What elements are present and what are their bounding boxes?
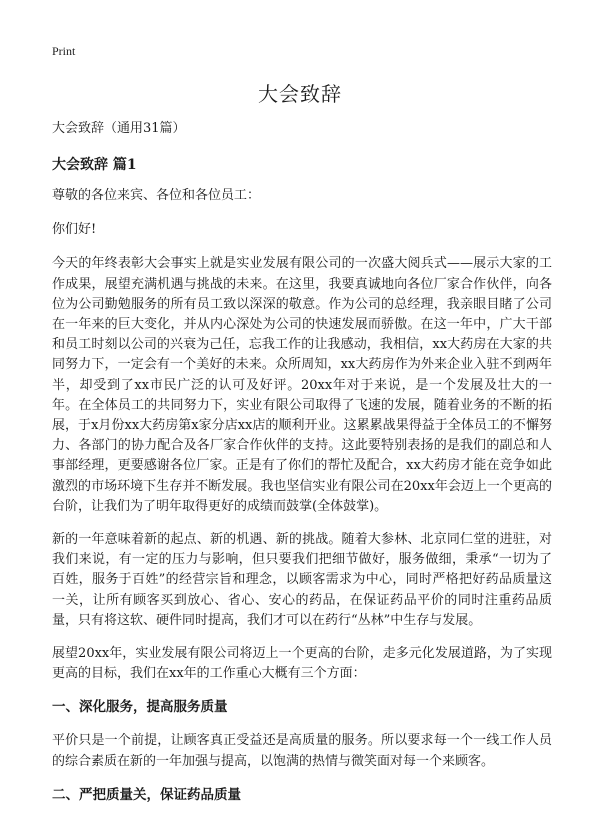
salutation: 尊敬的各位来宾、各位和各位员工： bbox=[52, 188, 261, 203]
greeting: 你们好! bbox=[52, 222, 97, 238]
sub-section-text: 平价只是一个前提，让顾客真正受益还是高质量的服务。所以要求每一个一线工作人员的综合素质在新的一年加强与提高，以饱满的热情与微笑面对每一个来顾客。 bbox=[52, 733, 552, 769]
document-body bbox=[52, 120, 552, 819]
paragraph: 今天的年终表彰大会事实上就是实业发展有限公司的一次盛大阅兵式——展示大家的工作成果，展望充满机遇与挑战的未来。在这里，我要真诚地向各位厂家合作伙伴，向各位为公司勤勉服务的所有员工致以深深的敬意。作为公司的总经理，我亲眼目睹了公司在一年来的巨大变化，并从内心深处为公司的快速发展而骄傲。在这一年中，广大干部和员工时刻以公司的兴衰为己任，忘我工作的让我感动，我相信，xx大药房在大家的共同努力下，一定会有一个美好的未来。众所周知，xx大药房作为外来企业入驻不到两年半，却受到了xx市民广泛的认可及好评。20xx年对于来说，是一个发展及壮大的一年。在全体员工的共同努力下，实业有限公司取得了飞速的发展，随着业务的不断的拓展，于x月份xx大药房第x家分店xx店的顺利开业。这累累战果得益于全体员工的不懈努力、各部门的协力配合及各厂家合作伙伴的支持。这此要特别表扬的是我们的副总和人事部经理，更要感谢各位厂家。正是有了你们的帮忙及配合，xx大药房才能在竞争如此激烈的市场环境下生存并不断发展。我也坚信实业有限公司在20xx年会迈上一个更高的台阶，让我们为了明年取得更好的成绩而鼓掌(全体鼓掌)。 bbox=[52, 256, 552, 514]
document-subtitle: 大会致辞（通用31篇） bbox=[52, 121, 186, 136]
print-link[interactable]: Print bbox=[52, 44, 76, 58]
sub-section-heading: 二、严把质量关，保证药品质量 bbox=[52, 786, 241, 803]
paragraph: 展望20xx年，实业发展有限公司将迈上一个更高的台阶，走多元化发展道路，为了实现更高的目标，我们在xx年的工作重心大概有三个方面： bbox=[52, 646, 552, 682]
sub-section-heading: 一、深化服务，提高服务质量 bbox=[52, 699, 228, 716]
section-title: 大会致辞 篇1 bbox=[52, 157, 137, 173]
page-title: 大会致辞 bbox=[258, 82, 342, 106]
paragraph: 新的一年意味着新的起点、新的机遇、新的挑战。随着大参林、北京同仁堂的进驻，对我们来说，有一定的压力与影响，但只要我们把细节做好，服务做细，秉承“一切为了百姓，服务于百姓”的经营宗旨和理念，以顾客需求为中心，同时严格把好药品质量这一关，让所有顾客买到放心、省心、安心的药品，在保证药品平价的同时注重药品质量，只有将这软、硬件同时提高，我们才可以在药行“丛林”中生存与发展。 bbox=[52, 532, 552, 628]
